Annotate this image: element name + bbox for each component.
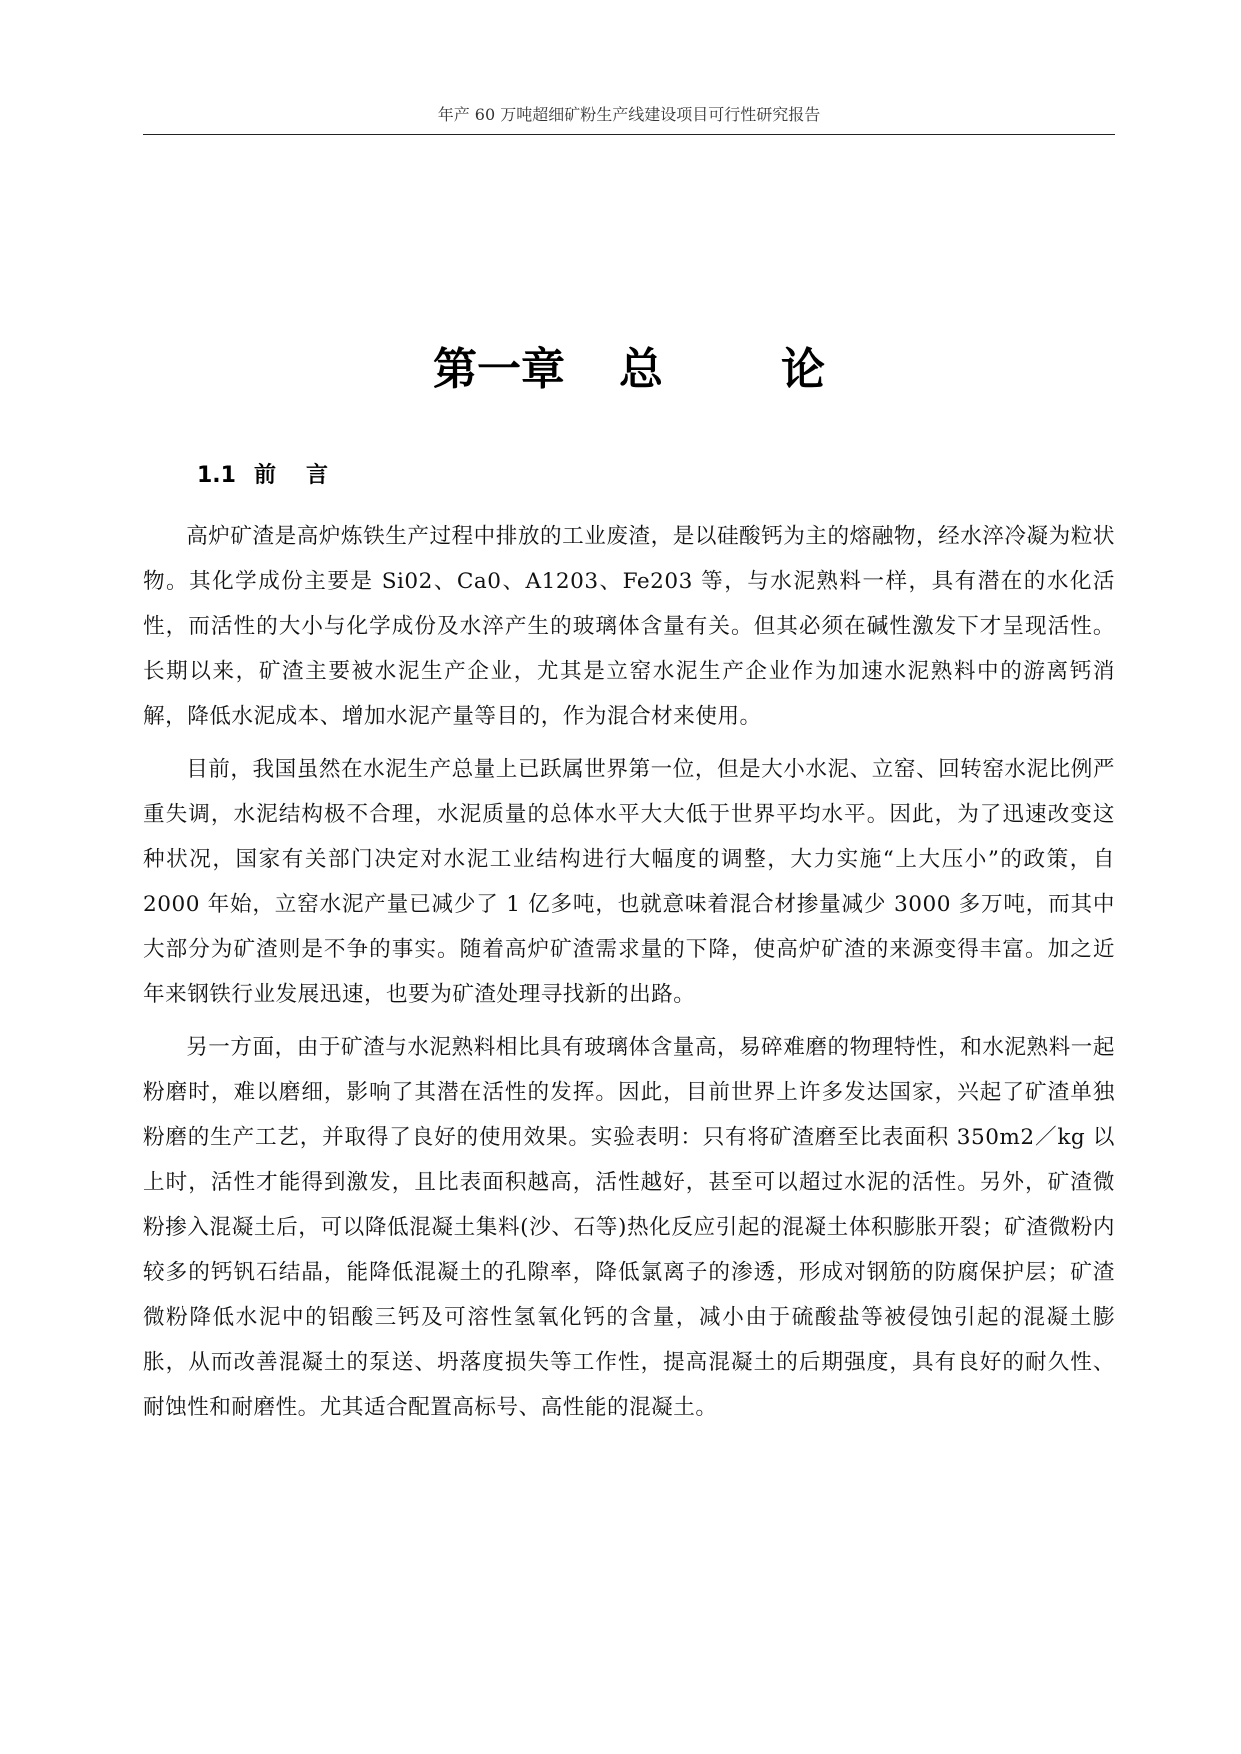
body-text [143, 514, 1115, 1438]
paragraph: 目前，我国虽然在水泥生产总量上已跃属世界第一位，但是大小水泥、立窑、回转窑水泥比例严重失调，水泥结构极不合理，水泥质量的总体水平大大低于世界平均水平。因此，为了迅速改变这种状况，国家有关部门决定对水泥工业结构进行大幅度的调整，大力实施“上大压小”的政策，自 2000 年始，立窑水泥产量已减少了 1 亿多吨，也就意味着混合材掺量减少 3000 多万吨，而其中大部分为矿渣则是不争的事实。随着高炉矿渣需求量的下降，使高炉矿渣的来源变得丰富。加之近年来钢铁行业发展迅速，也要为矿渣处理寻找新的出路。 [143, 757, 1115, 1007]
chapter-title-char-1: 总 [619, 344, 663, 395]
paragraph: 另一方面，由于矿渣与水泥熟料相比具有玻璃体含量高，易碎难磨的物理特性，和水泥熟料一起粉磨时，难以磨细，影响了其潜在活性的发挥。因此，目前世界上许多发达国家，兴起了矿渣单独粉磨的生产工艺，并取得了良好的使用效果。实验表明：只有将矿渣磨至比表面积 350m2／kg 以上时，活性才能得到激发，且比表面积越高，活性越好，甚至可以超过水泥的活性。另外，矿渣微粉掺入混凝土后，可以降低混凝土集料(沙、石等)热化反应引起的混凝土体积膨胀开裂；矿渣微粉内较多的钙钒石结晶，能降低混凝土的孔隙率，降低氯离子的渗透，形成对钢筋的防腐保护层；矿渣微粉降低水泥中的铝酸三钙及可溶性氢氧化钙的含量，减小由于硫酸盐等被侵蚀引起的混凝土膨胀，从而改善混凝土的泵送、坍落度损失等工作性，提高混凝土的后期强度，具有良好的耐久性、耐蚀性和耐磨性。尤其适合配置高标号、高性能的混凝土。 [143, 1035, 1115, 1420]
section-title-char-1: 前 [253, 463, 276, 488]
chapter-title-char-2: 论 [781, 344, 825, 395]
section-heading [197, 460, 328, 492]
running-title: 年产 60 万吨超细矿粉生产线建设项目可行性研究报告 [437, 105, 821, 124]
chapter-title [143, 340, 1115, 400]
paragraph: 高炉矿渣是高炉炼铁生产过程中排放的工业废渣，是以硅酸钙为主的熔融物，经水淬冷凝为粒状物。其化学成份主要是 Si02、Ca0、A1203、Fe203 等，与水泥熟料一样，具有潜在的水化活性，而活性的大小与化学成份及水淬产生的玻璃体含量有关。但其必须在碱性激发下才呈现活性。长期以来，矿渣主要被水泥生产企业，尤其是立窑水泥生产企业作为加速水泥熟料中的游离钙消解，降低水泥成本、增加水泥产量等目的，作为混合材来使用。 [143, 524, 1115, 729]
section-number: 1.1 [197, 463, 236, 488]
section-title-char-2: 言 [306, 463, 329, 488]
page-header [143, 104, 1115, 135]
chapter-number: 第一章 [433, 344, 565, 395]
